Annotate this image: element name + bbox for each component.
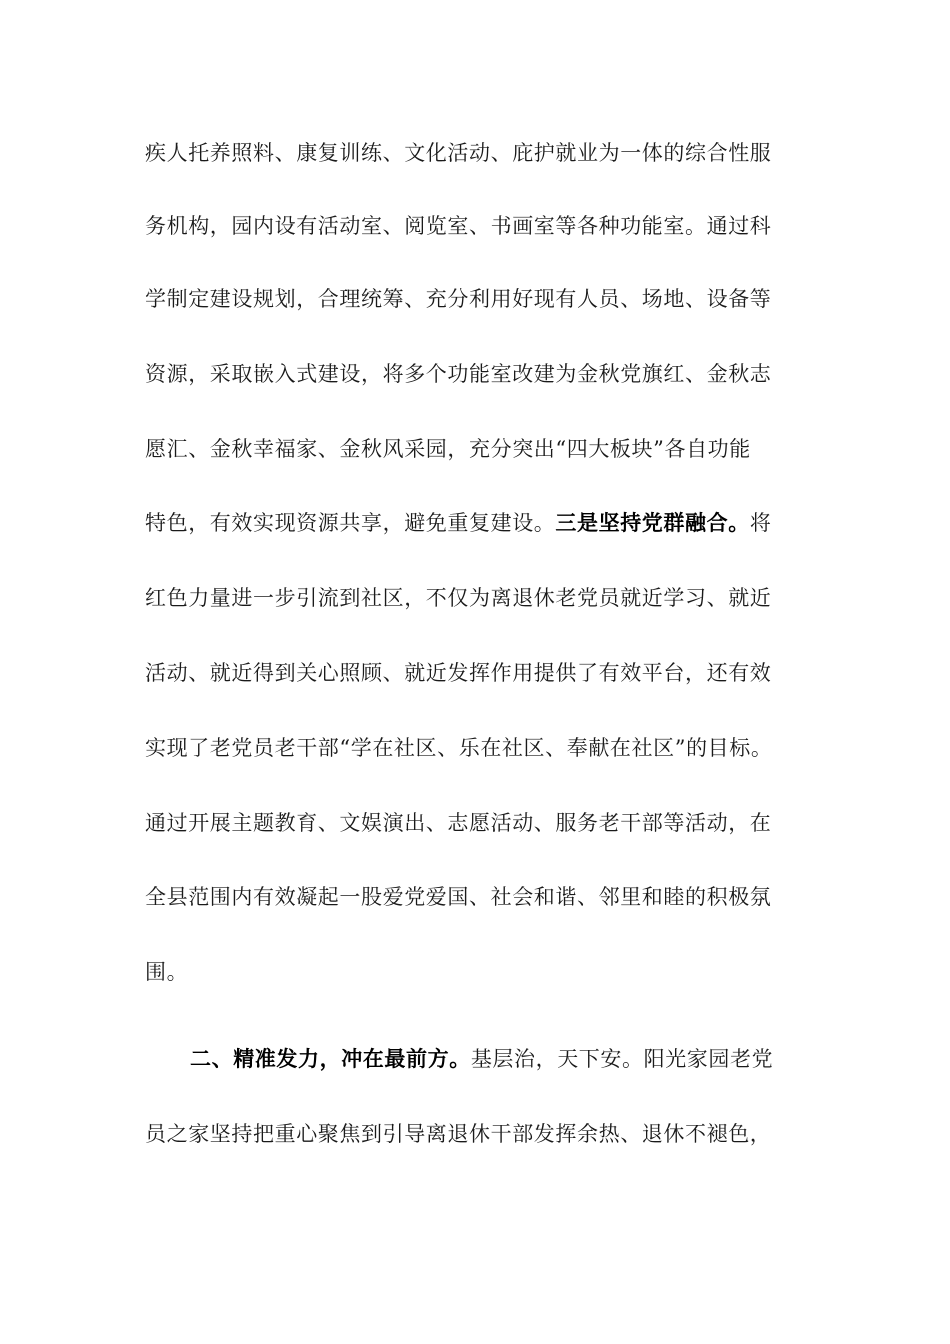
body-text-line: 资源，采取嵌入式建设，将多个功能室改建为金秋党旗红、金秋志	[145, 362, 772, 386]
body-text-line: 员之家坚持把重心聚焦到引导离退休干部发挥余热、退休不褪色，	[145, 1122, 772, 1146]
body-text-line: 疾人托养照料、康复训练、文化活动、庇护就业为一体的综合性服	[145, 141, 772, 165]
body-text-segment: 基层治，天下安。阳光家园老党	[470, 1047, 774, 1071]
body-text-line: 学制定建设规划，合理统筹、充分利用好现有人员、场地、设备等	[145, 287, 772, 311]
section-heading: 二、精准发力，冲在最前方。	[190, 1046, 471, 1071]
body-text-line: 实现了老党员老干部“学在社区、乐在社区、奉献在社区”的目标。	[145, 736, 773, 760]
body-text-line: 红色力量进一步引流到社区，不仅为离退休老党员就近学习、就近	[145, 586, 772, 610]
body-text-line: 围。	[145, 960, 189, 984]
body-text-line: 通过开展主题教育、文娱演出、志愿活动、服务老干部等活动，在	[145, 811, 772, 835]
body-text-line-with-emphasis	[145, 503, 845, 543]
emphasis-heading: 三是坚持党群融合。	[555, 510, 750, 535]
body-text-line: 活动、就近得到关心照顾、就近发挥作用提供了有效平台，还有效	[145, 661, 772, 685]
body-text-line: 愿汇、金秋幸福家、金秋风采园，充分突出“四大板块”各自功能	[145, 437, 751, 461]
body-text-segment: 特色，有效实现资源共享，避免重复建设。	[145, 511, 556, 535]
body-text-segment: 将	[749, 511, 772, 535]
body-text-line: 全县范围内有效凝起一股爱党爱国、社会和谐、邻里和睦的积极氛	[145, 885, 772, 909]
section-heading-line	[190, 1039, 890, 1079]
body-text-line: 务机构，园内设有活动室、阅览室、书画室等各种功能室。通过科	[145, 214, 772, 238]
